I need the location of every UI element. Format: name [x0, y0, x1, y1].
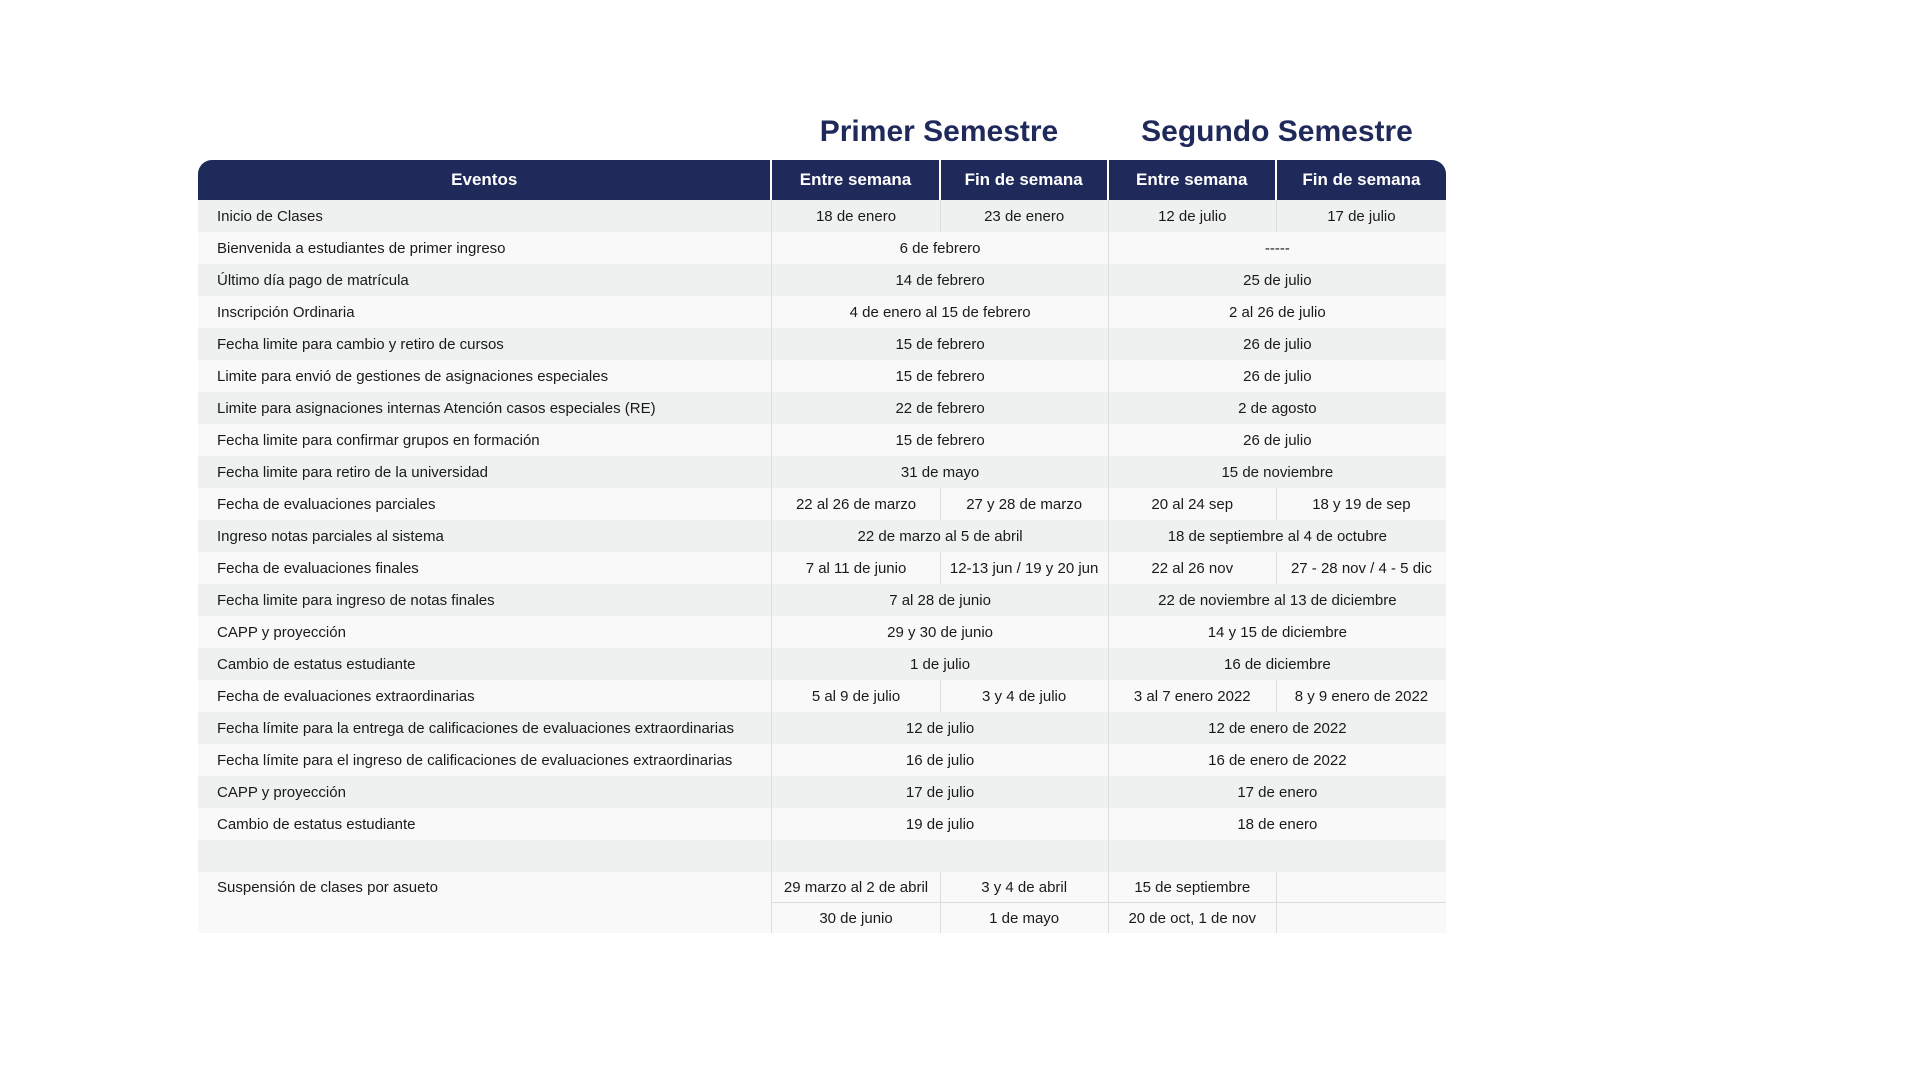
first-semester-date-cell: 1 de julio: [772, 648, 1108, 680]
first-semester-date-cell: 17 de julio: [772, 776, 1108, 808]
first-semester-date-cell: 7 al 28 de junio: [772, 584, 1108, 616]
event-name-cell: Cambio de estatus estudiante: [198, 808, 772, 840]
suspension-s2-weekday-2: 20 de oct, 1 de nov: [1109, 903, 1277, 933]
second-semester-title: Segundo Semestre: [1141, 115, 1413, 148]
second-semester-date-cell: 2 al 26 de julio: [1109, 296, 1446, 328]
second-semester-date-cell: 26 de julio: [1109, 328, 1446, 360]
suspension-s2-weekday-1: 15 de septiembre: [1109, 872, 1277, 903]
second-semester-weekday-cell: 12 de julio: [1109, 200, 1277, 232]
table-row: [198, 328, 1446, 360]
event-name-cell: CAPP y proyección: [198, 776, 772, 808]
suspension-s2-weekend-2: [1277, 903, 1446, 933]
table-row: [198, 680, 1446, 712]
table-row: [198, 584, 1446, 616]
event-name-cell: Fecha de evaluaciones parciales: [198, 488, 772, 520]
first-semester-date-cell: 19 de julio: [772, 808, 1108, 840]
first-semester-weekday-cell: 18 de enero: [772, 200, 940, 232]
table-row-blank: [198, 840, 1446, 872]
table-row: [198, 232, 1446, 264]
second-semester-date-cell: 18 de septiembre al 4 de octubre: [1109, 520, 1446, 552]
table-row: [198, 296, 1446, 328]
suspension-s1-weekend-1: 3 y 4 de abril: [941, 872, 1109, 903]
second-semester-date-cell: 22 de noviembre al 13 de diciembre: [1109, 584, 1446, 616]
second-semester-weekday-cell: 3 al 7 enero 2022: [1109, 680, 1277, 712]
second-semester-date-cell: 25 de julio: [1109, 264, 1446, 296]
first-semester-date-cell: 12 de julio: [772, 712, 1108, 744]
table-row: [198, 200, 1446, 232]
table-row: [198, 776, 1446, 808]
first-semester-date-cell: 22 de marzo al 5 de abril: [772, 520, 1108, 552]
events-column-header: Eventos: [198, 160, 772, 200]
event-name-cell: Bienvenida a estudiantes de primer ingreso: [198, 232, 772, 264]
first-semester-weekend-cell: 27 y 28 de marzo: [941, 488, 1109, 520]
suspension-event-cell: Suspensión de clases por asueto: [198, 872, 772, 933]
s1-weekday-column-header: Entre semana: [772, 160, 940, 200]
event-name-cell: Fecha limite para ingreso de notas finales: [198, 584, 772, 616]
second-semester-weekend-cell: 18 y 19 de sep: [1277, 488, 1446, 520]
second-semester-weekday-cell: 22 al 26 nov: [1109, 552, 1277, 584]
first-semester-date-cell: 31 de mayo: [772, 456, 1108, 488]
event-name-cell: CAPP y proyección: [198, 616, 772, 648]
table-row: [198, 520, 1446, 552]
table-row: [198, 424, 1446, 456]
suspension-s1-weekend-2: 1 de mayo: [941, 903, 1109, 933]
s2-weekend-column-header: Fin de semana: [1277, 160, 1446, 200]
first-semester-date-cell: 15 de febrero: [772, 360, 1108, 392]
second-semester-date-cell: 26 de julio: [1109, 424, 1446, 456]
second-semester-date-cell: 14 y 15 de diciembre: [1109, 616, 1446, 648]
event-name-cell: Fecha de evaluaciones finales: [198, 552, 772, 584]
event-name-cell: Cambio de estatus estudiante: [198, 648, 772, 680]
table-row: [198, 616, 1446, 648]
event-name-cell: Ingreso notas parciales al sistema: [198, 520, 772, 552]
event-name-cell: Fecha limite para retiro de la universidad: [198, 456, 772, 488]
table-row: [198, 360, 1446, 392]
table-row: [198, 712, 1446, 744]
semester-titles: [770, 110, 1446, 154]
suspension-s1-weekday-2: 30 de junio: [772, 903, 940, 933]
first-semester-date-cell: 6 de febrero: [772, 232, 1108, 264]
second-semester-weekend-cell: 8 y 9 enero de 2022: [1277, 680, 1446, 712]
first-semester-weekday-cell: 22 al 26 de marzo: [772, 488, 940, 520]
second-semester-weekend-cell: 27 - 28 nov / 4 - 5 dic: [1277, 552, 1446, 584]
first-semester-weekend-cell: 23 de enero: [941, 200, 1109, 232]
second-semester-date-cell: -----: [1109, 232, 1446, 264]
second-semester-date-cell: 18 de enero: [1109, 808, 1446, 840]
suspension-s1-weekday-1: 29 marzo al 2 de abril: [772, 872, 940, 903]
first-semester-date-cell: 15 de febrero: [772, 328, 1108, 360]
event-name-cell: Limite para asignaciones internas Atención casos especiales (RE): [198, 392, 772, 424]
event-name-cell: Fecha de evaluaciones extraordinarias: [198, 680, 772, 712]
event-name-cell: Fecha limite para cambio y retiro de cursos: [198, 328, 772, 360]
first-semester-title: Primer Semestre: [819, 115, 1059, 148]
first-semester-date-cell: 16 de julio: [772, 744, 1108, 776]
event-name-cell: Limite para envió de gestiones de asignaciones especiales: [198, 360, 772, 392]
event-name-cell: Fecha límite para la entrega de calificaciones de evaluaciones extraordinarias: [198, 712, 772, 744]
first-semester-date-cell: 22 de febrero: [772, 392, 1108, 424]
table-row: [198, 552, 1446, 584]
second-semester-weekday-cell: 20 al 24 sep: [1109, 488, 1277, 520]
table-body: [198, 200, 1446, 933]
second-semester-date-cell: 16 de enero de 2022: [1109, 744, 1446, 776]
academic-calendar-table: [198, 160, 1446, 933]
table-row: [198, 808, 1446, 840]
table-row: [198, 648, 1446, 680]
second-semester-date-cell: 26 de julio: [1109, 360, 1446, 392]
table-row: [198, 744, 1446, 776]
first-semester-date-cell: 15 de febrero: [772, 424, 1108, 456]
first-semester-date-cell: 29 y 30 de junio: [772, 616, 1108, 648]
table-header-row: [198, 160, 1446, 200]
first-semester-weekend-cell: 12-13 jun / 19 y 20 jun: [941, 552, 1109, 584]
first-semester-date-cell: 4 de enero al 15 de febrero: [772, 296, 1108, 328]
first-semester-date-cell: 14 de febrero: [772, 264, 1108, 296]
second-semester-date-cell: 12 de enero de 2022: [1109, 712, 1446, 744]
second-semester-date-cell: 2 de agosto: [1109, 392, 1446, 424]
second-semester-date-cell: 17 de enero: [1109, 776, 1446, 808]
s1-weekend-column-header: Fin de semana: [941, 160, 1109, 200]
event-name-cell: Inscripción Ordinaria: [198, 296, 772, 328]
first-semester-weekday-cell: 5 al 9 de julio: [772, 680, 940, 712]
event-name-cell: Último día pago de matrícula: [198, 264, 772, 296]
second-semester-date-cell: 15 de noviembre: [1109, 456, 1446, 488]
event-name-cell: Fecha limite para confirmar grupos en formación: [198, 424, 772, 456]
second-semester-date-cell: 16 de diciembre: [1109, 648, 1446, 680]
first-semester-weekend-cell: 3 y 4 de julio: [941, 680, 1109, 712]
event-name-cell: Fecha límite para el ingreso de calificaciones de evaluaciones extraordinarias: [198, 744, 772, 776]
first-semester-weekday-cell: 7 al 11 de junio: [772, 552, 940, 584]
table-row: [198, 456, 1446, 488]
table-row: [198, 488, 1446, 520]
table-row-suspension: [198, 872, 1446, 903]
table-row: [198, 392, 1446, 424]
event-name-cell: Inicio de Clases: [198, 200, 772, 232]
table-row: [198, 264, 1446, 296]
second-semester-weekend-cell: 17 de julio: [1277, 200, 1446, 232]
s2-weekday-column-header: Entre semana: [1109, 160, 1277, 200]
suspension-s2-weekend-1: [1277, 872, 1446, 903]
